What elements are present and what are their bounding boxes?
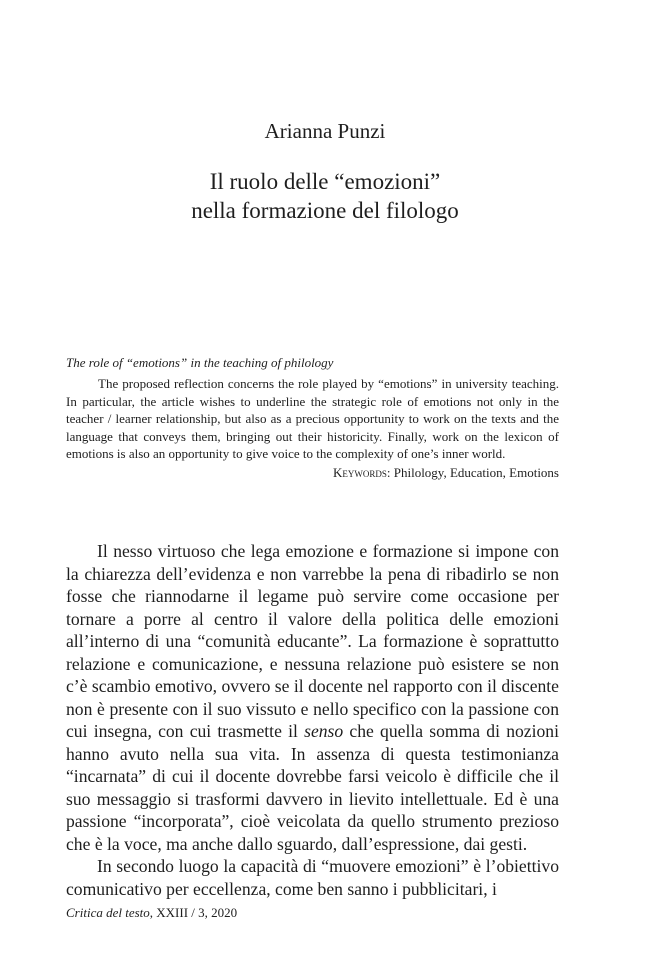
page-footer [66,905,237,921]
paragraph-1 [66,540,559,855]
paragraph-1-part-1: Il nesso virtuoso che lega emozione e formazione si impone con la chiarezza dell’evidenza e non varrebbe la pena di ribadirlo se non fosse che riannodarne il legame può servire come occasione per tornare a porre al centro il valore della politica delle emozioni all’interno di una “comunità educante”. La formazione è soprattutto relazione e comunicazione, e nessuna relazione può esistere se non c’è scambio emotivo, ovvero se il docente nel rapporto con il discente non è presente con il suo vissuto e nello specifico con la passione con cui insegna, con cui trasmette il [66,541,559,741]
title-line-1: Il ruolo delle “emozioni” [209,169,441,194]
abstract [66,354,559,482]
keywords-line [66,464,559,481]
paragraph-1-emphasis: senso [304,721,344,741]
journal-issue: , XXIII / 3, 2020 [149,905,238,920]
journal-name: Critica del testo [66,905,150,920]
abstract-heading: The role of “emotions” in the teaching of philology [66,355,334,370]
paragraph-2: In secondo luogo la capacità di “muovere emozioni” è l’obiettivo comunicativo per eccellenza, come ben sanno i pubblicitari, i [66,856,559,899]
title-line-2: nella formazione del filologo [191,198,459,223]
body-text [66,540,559,900]
article-title [0,167,650,225]
author-name: Arianna Punzi [264,119,386,143]
paragraph-1-part-2: che quella somma di nozioni hanno avuto nella sua vita. In assenza di questa testimonianza “incarnata” di cui il docente dovrebbe farsi veicolo è difficile che il suo messaggio si trasformi davvero in lievito intellettuale. Ed è una passione “incorporata”, cioè veicolata da quello strumento prezioso che è la voce, ma anche dallo sguardo, dall’espressione, dai gesti. [66,721,559,854]
keywords-list: Philology, Education, Emotions [393,465,559,481]
keywords-label: Keywords: [332,465,391,481]
abstract-text: The proposed reflection concerns the role played by “emotions” in university teaching. In particular, the article wishes to underline the strategic role of emotions not only in the teacher / learner relationship, but also as a precious opportunity to work on the texts and the language that conveys them, bringing out their historicity. Finally, work on the lexicon of emotions is also an opportunity to give voice to the complexity of one’s inner world. [66,376,559,462]
